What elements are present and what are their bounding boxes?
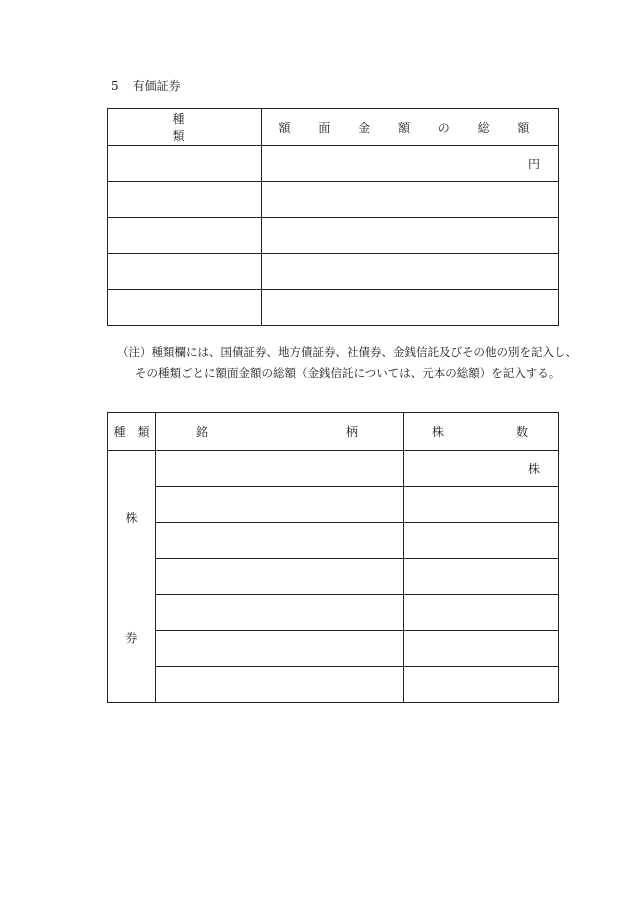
brand-cell[interactable] (156, 667, 404, 703)
table-row (108, 451, 559, 487)
count-cell[interactable] (404, 559, 559, 595)
amount-cell[interactable] (262, 146, 559, 182)
brand-cell[interactable] (156, 523, 404, 559)
header-brand: 銘 柄 (156, 413, 404, 451)
securities-total-table (107, 108, 559, 326)
table-row (108, 254, 559, 290)
header-kind: 種 類 (108, 413, 156, 451)
brand-cell[interactable] (156, 595, 404, 631)
kind-cell[interactable] (108, 290, 262, 326)
count-cell[interactable] (404, 451, 559, 487)
stock-table (107, 412, 559, 703)
table-row (108, 487, 559, 523)
count-cell[interactable] (404, 667, 559, 703)
amount-cell[interactable] (262, 290, 559, 326)
count-cell[interactable] (404, 595, 559, 631)
table-row (108, 595, 559, 631)
table-row (108, 523, 559, 559)
brand-cell[interactable] (156, 451, 404, 487)
amount-cell[interactable] (262, 218, 559, 254)
amount-cell[interactable] (262, 254, 559, 290)
unit-shares: 株 (527, 462, 540, 476)
table-row (108, 146, 559, 182)
footnote-line-2: その種類ごとに額面金額の総額（金銭信託については、元本の総額）を記入する。 (135, 366, 561, 380)
stock-kind-cell (108, 451, 156, 703)
table-row (108, 631, 559, 667)
brand-cell[interactable] (156, 487, 404, 523)
kind-cell[interactable] (108, 182, 262, 218)
footnote-line-1: （注）種類欄には、国債証券、地方債証券、社債券、金銭信託及びその他の別を記入し、 (117, 345, 577, 359)
kind-cell[interactable] (108, 146, 262, 182)
table-row (108, 290, 559, 326)
table-row (108, 218, 559, 254)
section-number: 5 (111, 79, 119, 93)
amount-cell[interactable] (262, 182, 559, 218)
kind-label-bottom: 券 (125, 631, 138, 645)
table-row (108, 182, 559, 218)
table-header-row (108, 413, 559, 451)
kind-cell[interactable] (108, 254, 262, 290)
unit-yen: 円 (527, 157, 540, 171)
footnote (117, 342, 577, 384)
table-header-row (108, 109, 559, 146)
table-row (108, 667, 559, 703)
header-kind: 種 類 (108, 109, 262, 146)
brand-cell[interactable] (156, 631, 404, 667)
count-cell[interactable] (404, 523, 559, 559)
header-share-count: 株 数 (404, 413, 559, 451)
table-row (108, 559, 559, 595)
count-cell[interactable] (404, 631, 559, 667)
section-heading (111, 77, 181, 94)
kind-label-top: 株 (125, 511, 138, 525)
count-cell[interactable] (404, 487, 559, 523)
brand-cell[interactable] (156, 559, 404, 595)
header-total-face-value: 額 面 金 額 の 総 額 (262, 109, 559, 146)
section-title: 有価証券 (132, 79, 181, 93)
kind-cell[interactable] (108, 218, 262, 254)
